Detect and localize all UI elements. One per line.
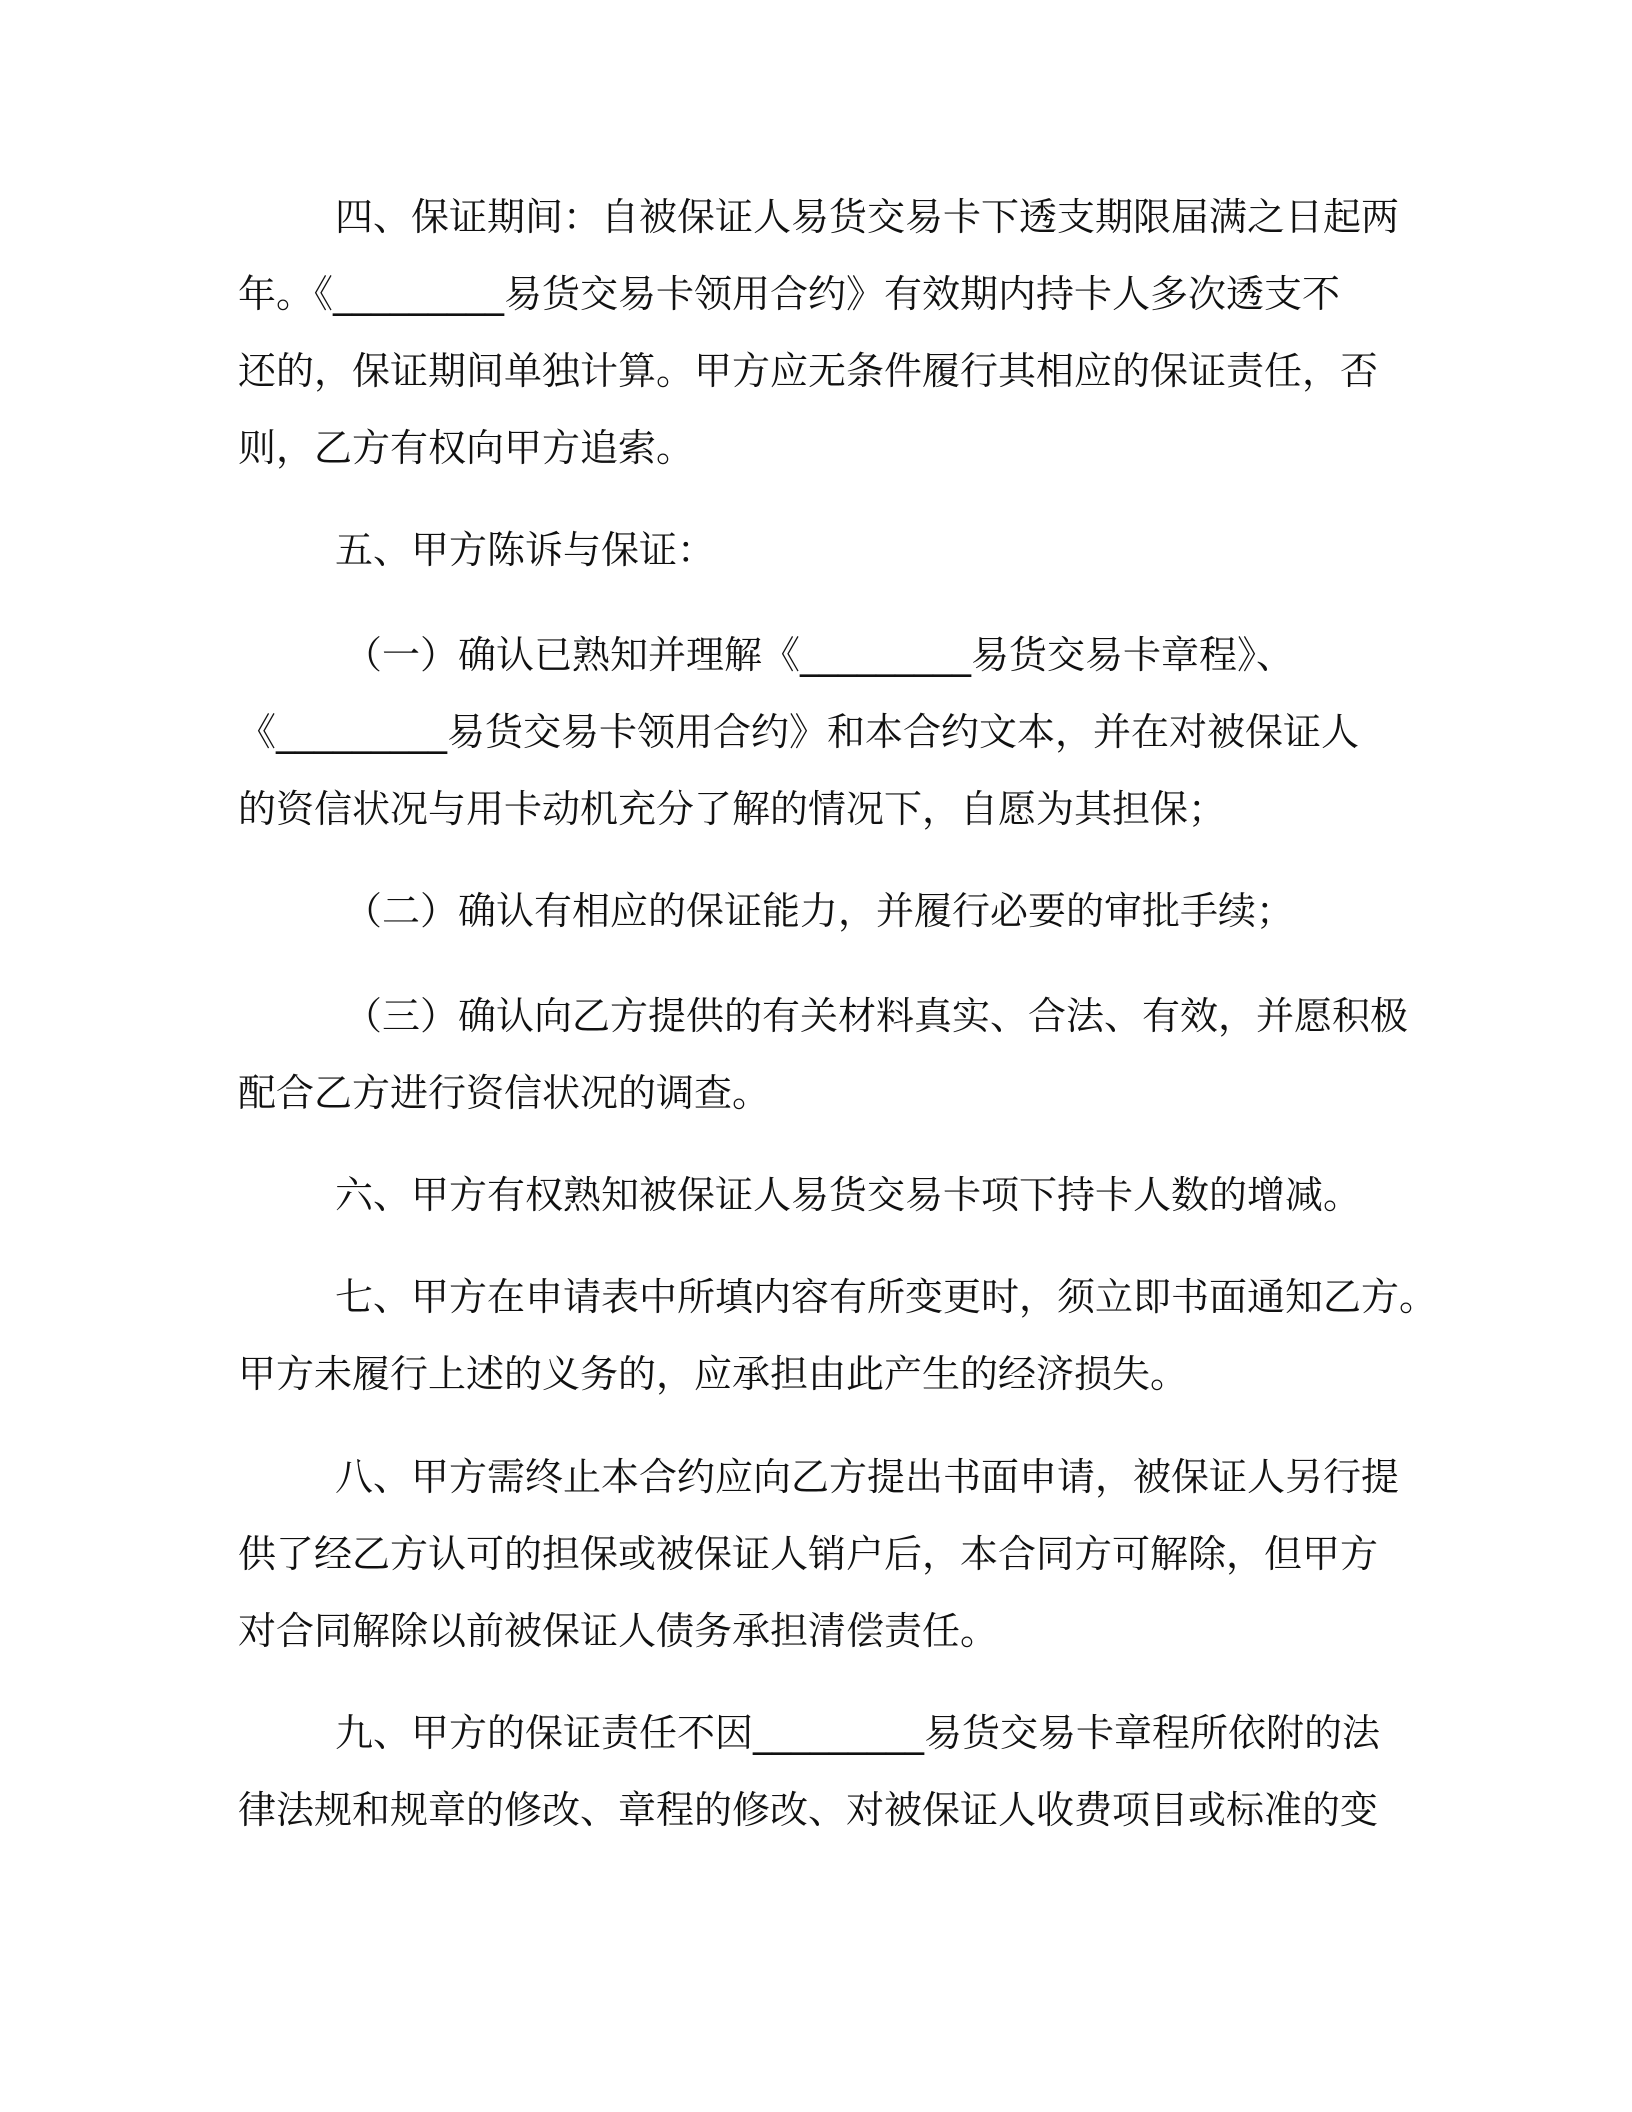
clause-4-line-4: 则，乙方有权向甲方追索。: [238, 426, 695, 470]
clause-6-line-1: 六、甲方有权熟知被保证人易货交易卡项下持卡人数的增减。: [335, 1173, 1362, 1217]
clause-8-line-3: 对合同解除以前被保证人债务承担清偿责任。: [238, 1609, 999, 1653]
clause-9-line-2: 律法规和规章的修改、章程的修改、对被保证人收费项目或标准的变: [238, 1788, 1379, 1832]
clause-5-3-line-2: 配合乙方进行资信状况的调查。: [238, 1071, 771, 1115]
clause-5-1-line-2: 《_________易货交易卡领用合约》和本合约文本，并在对被保证人: [238, 710, 1360, 754]
clause-9-line-1: 九、甲方的保证责任不因_________易货交易卡章程所依附的法: [335, 1711, 1381, 1755]
clause-4-line-1: 四、保证期间：自被保证人易货交易卡下透支期限届满之日起两: [335, 195, 1400, 239]
clause-5-heading: 五、甲方陈诉与保证：: [335, 528, 716, 572]
clause-5-1-line-3: 的资信状况与用卡动机充分了解的情况下，自愿为其担保；: [238, 787, 1227, 831]
clause-5-2-line-1: （二）确认有相应的保证能力，并履行必要的审批手续；: [344, 889, 1295, 933]
clause-7-line-2: 甲方未履行上述的义务的，应承担由此产生的经济损失。: [238, 1352, 1189, 1396]
clause-5-1-line-1: （一）确认已熟知并理解《_________易货交易卡章程》、: [344, 633, 1295, 677]
clause-5-3-line-1: （三）确认向乙方提供的有关材料真实、合法、有效，并愿积极: [344, 994, 1409, 1038]
clause-7-line-1: 七、甲方在申请表中所填内容有所变更时，须立即书面通知乙方。: [335, 1275, 1438, 1319]
clause-8-line-2: 供了经乙方认可的担保或被保证人销户后，本合同方可解除，但甲方: [238, 1532, 1379, 1576]
clause-4-line-3: 还的，保证期间单独计算。甲方应无条件履行其相应的保证责任，否: [238, 349, 1379, 393]
clause-4-line-2: 年。《_________易货交易卡领用合约》有效期内持卡人多次透支不: [238, 272, 1341, 316]
clause-8-line-1: 八、甲方需终止本合约应向乙方提出书面申请，被保证人另行提: [335, 1455, 1400, 1499]
